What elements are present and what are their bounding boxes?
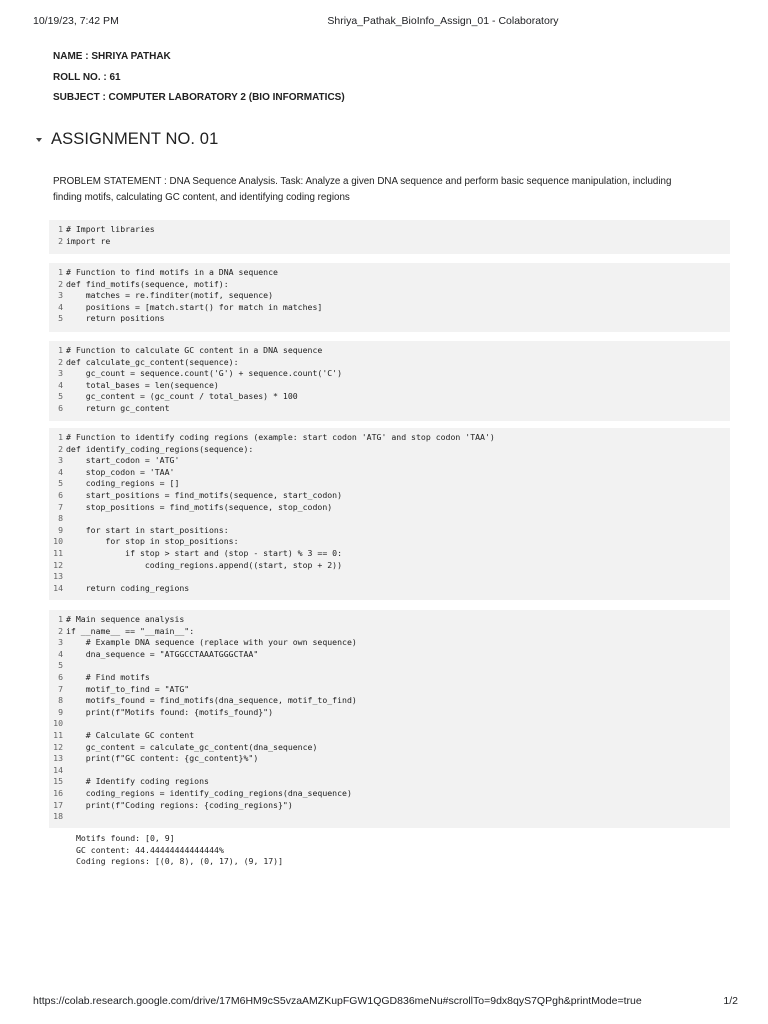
code-text: print(f"Coding regions: {coding_regions}") <box>66 799 293 810</box>
page-number: 1/2 <box>723 995 738 1007</box>
section-title: ASSIGNMENT NO. 01 <box>51 129 219 148</box>
code-line[interactable] <box>49 560 730 572</box>
code-text: # Function to find motifs in a DNA sequence <box>66 267 278 277</box>
code-cell-5[interactable] <box>49 610 730 828</box>
code-text <box>66 571 730 583</box>
line-number: 1 <box>58 614 63 624</box>
code-line[interactable] <box>49 660 730 672</box>
code-text: # Main sequence analysis <box>66 614 185 624</box>
code-line[interactable] <box>49 490 730 502</box>
line-number: 8 <box>58 695 63 706</box>
code-text: gc_count = sequence.count('G') + sequence.count('C') <box>66 368 343 379</box>
code-line[interactable] <box>49 224 730 236</box>
line-number: 6 <box>58 489 63 500</box>
line-number: 18 <box>53 811 63 822</box>
line-number: 2 <box>58 443 63 454</box>
code-line[interactable] <box>49 290 730 302</box>
code-text: total_bases = len(sequence) <box>66 379 219 390</box>
line-number: 1 <box>58 345 63 355</box>
code-text: motifs_found = find_motifs(dna_sequence, motif_to_find) <box>66 695 357 706</box>
code-line[interactable] <box>49 313 730 325</box>
line-number: 6 <box>58 402 63 413</box>
code-text <box>66 765 730 777</box>
code-text: stop_codon = 'TAA' <box>66 466 175 477</box>
line-number: 1 <box>58 224 63 234</box>
code-text <box>66 718 730 730</box>
output-line: GC content: 44.44444444444444% <box>76 844 224 855</box>
code-line[interactable] <box>49 380 730 392</box>
code-line[interactable] <box>49 302 730 314</box>
code-text: def identify_coding_regions(sequence): <box>66 443 254 454</box>
code-text: if stop > start and (stop - start) % 3 == 0: <box>66 547 343 558</box>
line-number: 10 <box>53 718 63 729</box>
code-text: # Identify coding regions <box>66 776 209 787</box>
code-line[interactable] <box>49 548 730 560</box>
code-text: # Find motifs <box>66 671 150 682</box>
line-number: 11 <box>53 547 63 558</box>
line-number: 12 <box>53 741 63 752</box>
code-line[interactable] <box>49 614 730 626</box>
line-number: 1 <box>58 267 63 277</box>
code-line[interactable] <box>49 742 730 754</box>
code-text: return positions <box>66 313 165 324</box>
code-line[interactable] <box>49 718 730 730</box>
code-text: def find_motifs(sequence, motif): <box>66 278 229 289</box>
line-number: 17 <box>53 799 63 810</box>
line-number: 4 <box>58 301 63 312</box>
line-number: 4 <box>58 379 63 390</box>
line-number: 10 <box>53 536 63 547</box>
code-text: start_codon = 'ATG' <box>66 455 180 466</box>
output-line: Coding regions: [(0, 8), (0, 17), (9, 17)] <box>76 856 284 867</box>
code-line[interactable] <box>49 811 730 823</box>
code-line[interactable] <box>49 707 730 719</box>
line-number: 9 <box>58 524 63 535</box>
line-number: 4 <box>58 466 63 477</box>
code-text: # Function to identify coding regions (example: start codon 'ATG' and stop codon 'TAA') <box>66 432 495 442</box>
code-line[interactable] <box>49 776 730 788</box>
line-number: 1 <box>58 432 63 442</box>
line-number: 7 <box>58 501 63 512</box>
code-line[interactable] <box>49 536 730 548</box>
print-footer <box>33 995 738 1009</box>
code-text <box>66 513 730 525</box>
code-text: print(f"Motifs found: {motifs_found}") <box>66 706 274 717</box>
code-line[interactable] <box>49 788 730 800</box>
code-text: print(f"GC content: {gc_content}%") <box>66 753 259 764</box>
line-number: 2 <box>58 278 63 289</box>
code-line[interactable] <box>49 236 730 248</box>
code-line[interactable] <box>49 626 730 638</box>
code-text: return gc_content <box>66 402 170 413</box>
line-number: 8 <box>58 513 63 524</box>
line-number: 5 <box>58 660 63 671</box>
print-header <box>33 15 738 29</box>
line-number: 2 <box>58 625 63 636</box>
code-line[interactable] <box>49 684 730 696</box>
line-number: 9 <box>58 706 63 717</box>
code-cell-1[interactable] <box>49 220 730 254</box>
code-line[interactable] <box>49 502 730 514</box>
line-number: 5 <box>58 478 63 489</box>
student-name: NAME : SHRIYA PATHAK <box>53 51 171 62</box>
code-line[interactable] <box>49 525 730 537</box>
line-number: 6 <box>58 671 63 682</box>
code-line[interactable] <box>49 695 730 707</box>
code-line[interactable] <box>49 357 730 369</box>
subject: SUBJECT : COMPUTER LABORATORY 2 (BIO INFORMATICS) <box>53 92 345 103</box>
line-number: 3 <box>58 368 63 379</box>
code-text: stop_positions = find_motifs(sequence, stop_codon) <box>66 501 333 512</box>
code-text: for stop in stop_positions: <box>66 536 239 547</box>
code-line[interactable] <box>49 432 730 444</box>
code-text <box>66 811 730 823</box>
code-text: # Function to calculate GC content in a DNA sequence <box>66 345 323 355</box>
code-text: # Example DNA sequence (replace with your own sequence) <box>66 637 357 648</box>
line-number: 3 <box>58 455 63 466</box>
code-text: start_positions = find_motifs(sequence, start_codon) <box>66 489 343 500</box>
code-line[interactable] <box>49 730 730 742</box>
code-text: def calculate_gc_content(sequence): <box>66 356 239 367</box>
code-text: return coding_regions <box>66 582 190 593</box>
code-line[interactable] <box>49 444 730 456</box>
print-document-title: Shriya_Pathak_BioInfo_Assign_01 - Colaboratory <box>327 15 559 27</box>
line-number: 16 <box>53 787 63 798</box>
code-line[interactable] <box>49 753 730 765</box>
code-line[interactable] <box>49 279 730 291</box>
code-text: import re <box>66 235 111 246</box>
student-info <box>53 50 345 112</box>
code-text: motif_to_find = "ATG" <box>66 683 190 694</box>
line-number: 3 <box>58 290 63 301</box>
code-line[interactable] <box>49 800 730 812</box>
code-text: # Calculate GC content <box>66 729 195 740</box>
cell-output <box>76 833 283 868</box>
line-number: 5 <box>58 313 63 324</box>
line-number: 15 <box>53 776 63 787</box>
code-text: gc_content = calculate_gc_content(dna_sequence) <box>66 741 318 752</box>
code-line[interactable] <box>49 513 730 525</box>
code-line[interactable] <box>49 672 730 684</box>
code-text: gc_content = (gc_count / total_bases) * 100 <box>66 391 298 402</box>
line-number: 5 <box>58 391 63 402</box>
collapse-caret-icon[interactable] <box>36 138 42 142</box>
code-line[interactable] <box>49 583 730 595</box>
roll-number: ROLL NO. : 61 <box>53 71 121 83</box>
code-line[interactable] <box>49 368 730 380</box>
code-text: dna_sequence = "ATGGCCTAAATGGGCTAA" <box>66 648 259 659</box>
code-text: if __name__ == "__main__": <box>66 625 195 636</box>
code-line[interactable] <box>49 765 730 777</box>
line-number: 14 <box>53 582 63 593</box>
line-number: 13 <box>53 571 63 582</box>
line-number: 12 <box>53 559 63 570</box>
code-line[interactable] <box>49 391 730 403</box>
code-line[interactable] <box>49 637 730 649</box>
code-line[interactable] <box>49 455 730 467</box>
code-text: coding_regions.append((start, stop + 2)) <box>66 559 343 570</box>
line-number: 3 <box>58 637 63 648</box>
print-datetime: 10/19/23, 7:42 PM <box>33 15 119 27</box>
code-text: # Import libraries <box>66 224 155 234</box>
code-text: for start in start_positions: <box>66 524 229 535</box>
section-header[interactable] <box>36 128 218 150</box>
line-number: 7 <box>58 683 63 694</box>
code-cell-3[interactable] <box>49 341 730 421</box>
line-number: 2 <box>58 235 63 246</box>
code-line[interactable] <box>49 345 730 357</box>
code-line[interactable] <box>49 571 730 583</box>
line-number: 11 <box>53 729 63 740</box>
code-cell-4[interactable] <box>49 428 730 600</box>
problem-statement: PROBLEM STATEMENT : DNA Sequence Analysis. Task: Analyze a given DNA sequence and perform basic sequence manipulation, including finding motifs, calculating GC content, and identifying coding regions <box>53 176 672 203</box>
line-number: 14 <box>53 764 63 775</box>
code-cell-2[interactable] <box>49 263 730 332</box>
code-text: coding_regions = identify_coding_regions(dna_sequence) <box>66 787 352 798</box>
code-text <box>66 660 730 672</box>
code-line[interactable] <box>49 467 730 479</box>
line-number: 2 <box>58 356 63 367</box>
code-text: coding_regions = [] <box>66 478 180 489</box>
line-number: 13 <box>53 753 63 764</box>
print-url: https://colab.research.google.com/drive/17M6HM9cS5vzaAMZKupFGW1QGD836meNu#scrollTo=9dx8qyS7QPgh&printMode=true <box>33 995 642 1007</box>
code-text: matches = re.finditer(motif, sequence) <box>66 290 274 301</box>
code-line[interactable] <box>49 267 730 279</box>
output-line: Motifs found: [0, 9] <box>76 833 175 843</box>
code-line[interactable] <box>49 403 730 415</box>
code-line[interactable] <box>49 478 730 490</box>
code-text: positions = [match.start() for match in matches] <box>66 301 323 312</box>
line-number: 4 <box>58 648 63 659</box>
code-line[interactable] <box>49 649 730 661</box>
